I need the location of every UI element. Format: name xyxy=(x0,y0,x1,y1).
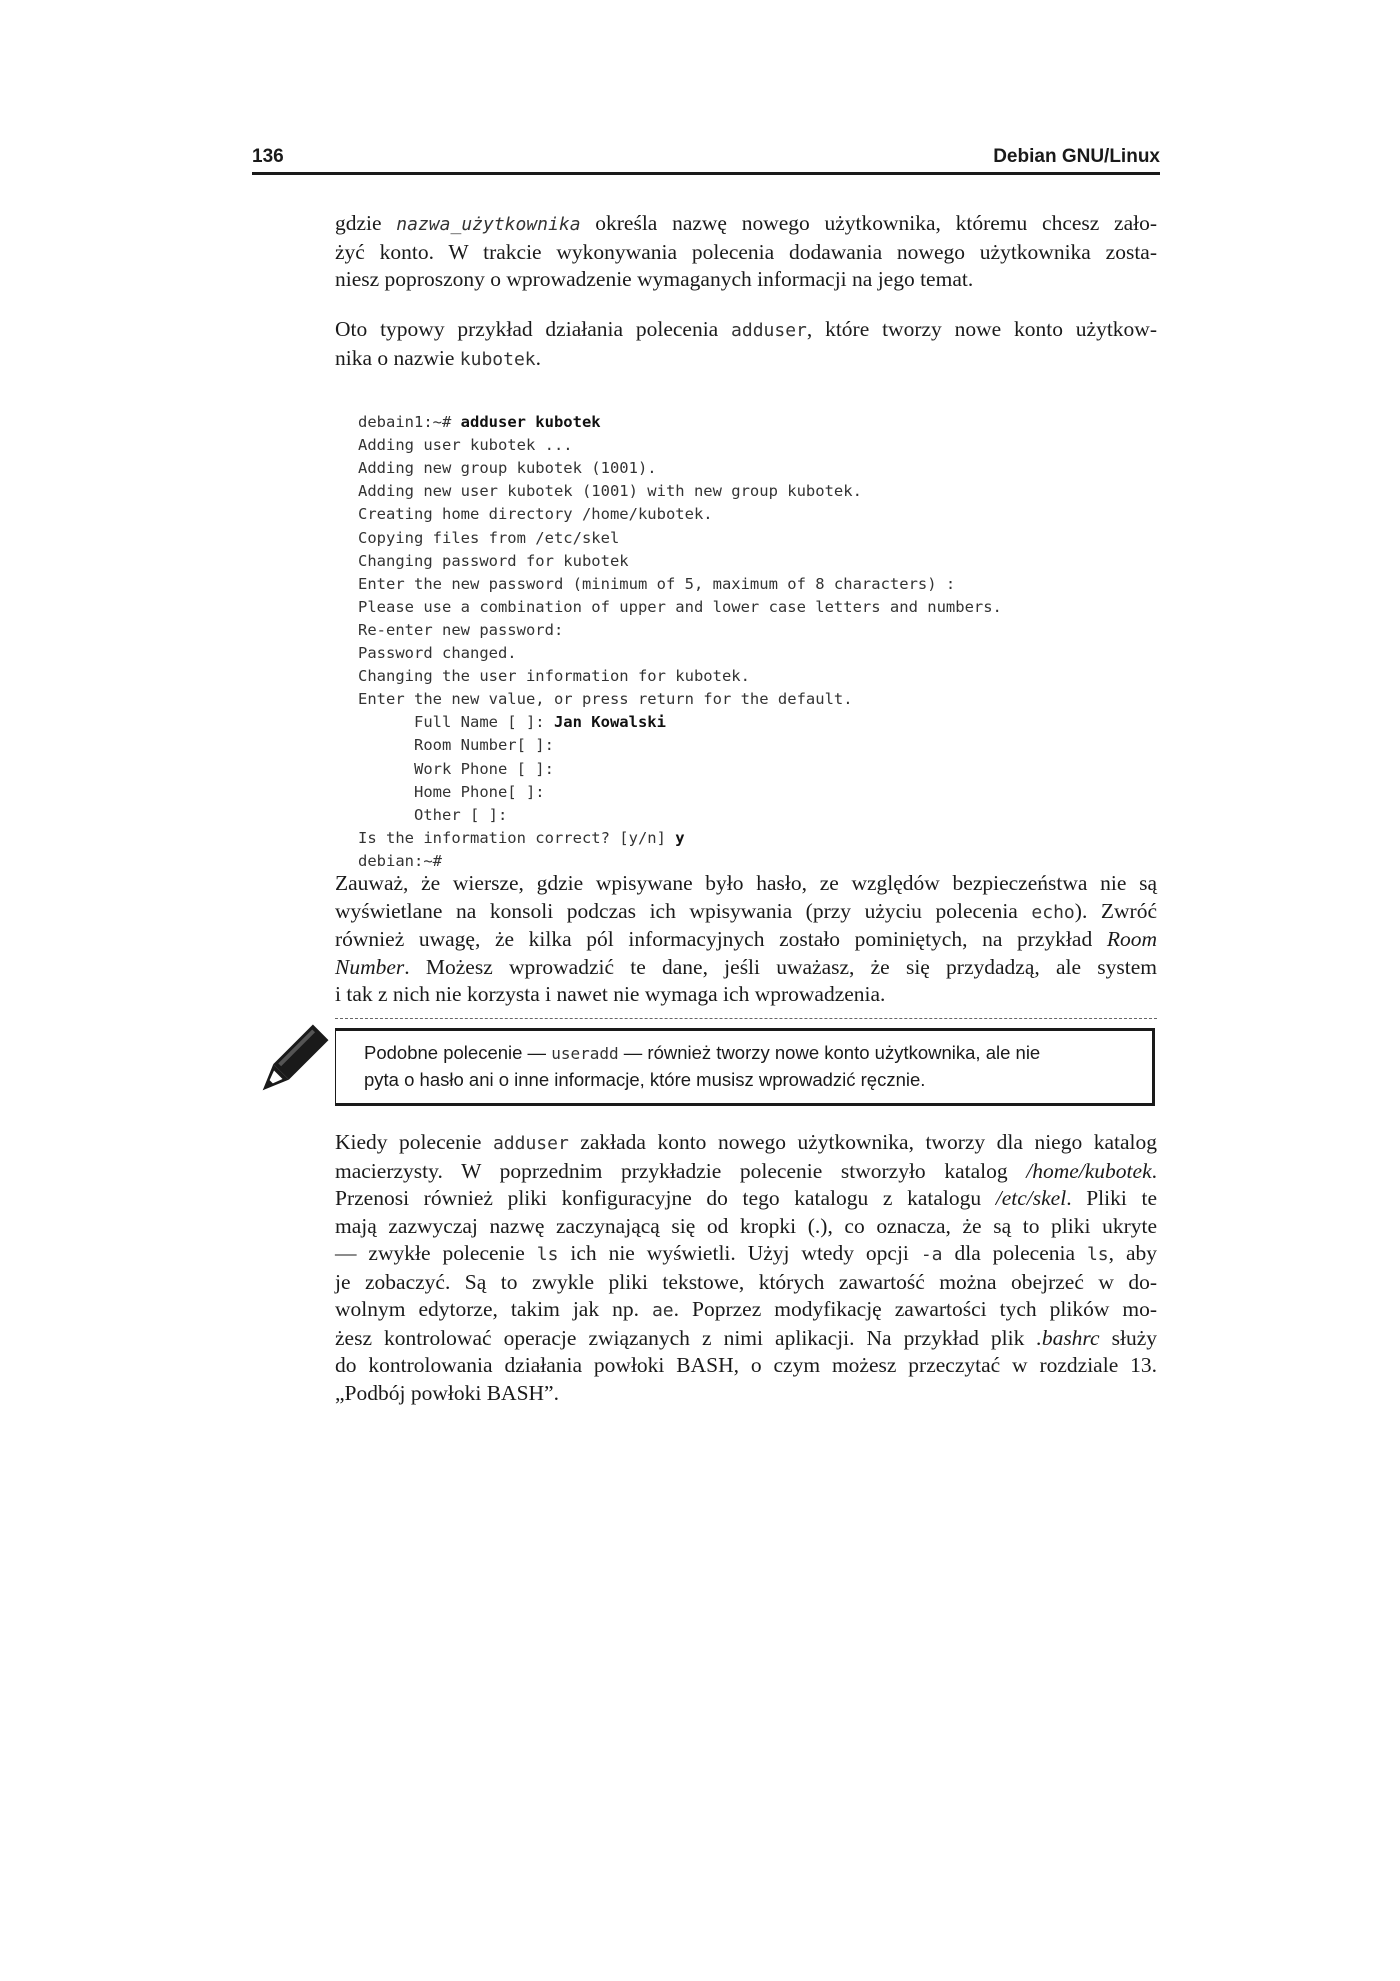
inline-code: echo xyxy=(1031,901,1075,923)
text-line: macierzysty. W poprzednim przykładzie polecenie stworzyło katalog /home/kubotek. xyxy=(335,1158,1157,1183)
paragraph-home-directory xyxy=(335,1129,1157,1407)
text-line: Zauważ, że wiersze, gdzie wpisywane było hasło, ze względów bezpieczeństwa nie są xyxy=(335,871,1157,895)
note-separator xyxy=(335,1018,1157,1019)
code-line: Password changed. xyxy=(358,644,517,663)
note-box xyxy=(335,1028,1155,1106)
note-text xyxy=(364,1040,1144,1093)
inline-code: ls xyxy=(1086,1244,1109,1265)
paragraph-example-intro xyxy=(335,316,1157,373)
inline-code: adduser xyxy=(492,1133,569,1154)
text-line: nika o nazwie kubotek. xyxy=(335,345,542,370)
code-line: Home Phone[ ]: xyxy=(358,782,545,801)
inline-code: nazwa_użytkownika xyxy=(396,214,581,235)
text-line: mają zazwyczaj nazwę zaczynającą się od kropki (.), co oznacza, że są to pliki ukryte xyxy=(335,1213,1157,1238)
text-line: Przenosi również pliki konfiguracyjne do tego katalogu z katalogu /etc/skel. Pliki te xyxy=(335,1186,1157,1210)
header-rule xyxy=(252,172,1160,175)
code-line: Work Phone [ ]: xyxy=(358,759,554,778)
inline-code: -a xyxy=(920,1244,943,1265)
code-line: Is the information correct? [y/n] y xyxy=(358,828,685,847)
code-line: Creating home directory /home/kubotek. xyxy=(358,505,713,524)
text-line: do kontrolowania działania powłoki BASH, o czym możesz przeczytać w rozdziale 13. xyxy=(335,1353,1157,1377)
inline-code: useradd xyxy=(551,1044,619,1063)
paragraph-intro xyxy=(335,210,1157,294)
text-line: niesz poproszony o wprowadzenie wymaganych informacji na jego temat. xyxy=(335,267,974,291)
code-line: Adding user kubotek ... xyxy=(358,436,573,455)
code-line: Enter the new password (minimum of 5, maximum of 8 characters) : xyxy=(358,574,956,593)
text-line: wolnym edytorze, takim jak np. ae. Poprzez modyfikację zawartości tych plików mo- xyxy=(335,1297,1157,1321)
running-title: Debian GNU/Linux xyxy=(993,146,1160,167)
pencil-icon xyxy=(252,1022,330,1102)
code-line: Changing the user information for kubotek. xyxy=(358,667,750,686)
text-line: i tak z nich nie korzysta i nawet nie wymaga ich wprowadzenia. xyxy=(335,982,886,1006)
code-line: Full Name [ ]: Jan Kowalski xyxy=(358,713,666,732)
text-line: je zobaczyć. Są to zwykle pliki tekstowe, których zawartość można obejrzeć w do- xyxy=(335,1269,1157,1294)
text-line: Number. Możesz wprowadzić te dane, jeśli uważasz, że się przydadzą, ale system xyxy=(335,954,1157,979)
text-line: gdzie nazwa_użytkownika określa nazwę nowego użytkownika, któremu chcesz zało- xyxy=(335,211,1158,235)
text-line: „Podbój powłoki BASH”. xyxy=(335,1380,559,1405)
inline-code: ls xyxy=(536,1244,559,1265)
code-line: Please use a combination of upper and lower case letters and numbers. xyxy=(358,597,1002,616)
code-line: Adding new user kubotek (1001) with new group kubotek. xyxy=(358,482,862,501)
code-line: Other [ ]: xyxy=(358,805,508,824)
running-header xyxy=(252,146,1160,172)
inline-code: adduser xyxy=(731,320,807,341)
text-line: — zwykłe polecenie ls ich nie wyświetli. Użyj wtedy opcji -a dla polecenia ls, aby xyxy=(335,1241,1158,1265)
code-line: debian:~# xyxy=(358,851,442,870)
text-line: Oto typowy przykład działania polecenia adduser, które tworzy nowe konto użytkow- xyxy=(335,317,1157,341)
code-line: Room Number[ ]: xyxy=(358,736,554,755)
code-line: Re-enter new password: xyxy=(358,620,564,639)
code-line: Copying files from /etc/skel xyxy=(358,528,620,547)
page-number: 136 xyxy=(252,146,284,167)
code-line: Adding new group kubotek (1001). xyxy=(358,459,657,478)
text-line: żyć konto. W trakcie wykonywania polecenia dodawania nowego użytkownika zosta- xyxy=(335,239,1157,264)
paragraph-password-note xyxy=(335,870,1157,1009)
text-line: również uwagę, że kilka pól informacyjnych zostało pominiętych, na przykład Room xyxy=(335,927,1157,951)
note-line: pyta o hasło ani o inne informacje, które musisz wprowadzić ręcznie. xyxy=(364,1069,926,1090)
text-line: wyświetlane na konsoli podczas ich wpisywania (przy użyciu polecenia echo). Zwróć xyxy=(335,898,1157,923)
inline-code: kubotek xyxy=(459,348,536,370)
text-line: żesz kontrolować operacje związanych z nimi aplikacji. Na przykład plik .bashrc służy xyxy=(335,1325,1157,1350)
code-line: Enter the new value, or press return for the default. xyxy=(358,690,853,709)
note-line: Podobne polecenie — useradd — również tworzy nowe konto użytkownika, ale nie xyxy=(364,1042,1041,1063)
code-line: debain1:~# adduser kubotek xyxy=(358,413,601,432)
text-line: Kiedy polecenie adduser zakłada konto nowego użytkownika, tworzy dla niego katalog xyxy=(335,1130,1157,1154)
code-line: Changing password for kubotek xyxy=(358,551,629,570)
terminal-listing xyxy=(358,388,1138,873)
inline-code: ae xyxy=(651,1300,674,1321)
